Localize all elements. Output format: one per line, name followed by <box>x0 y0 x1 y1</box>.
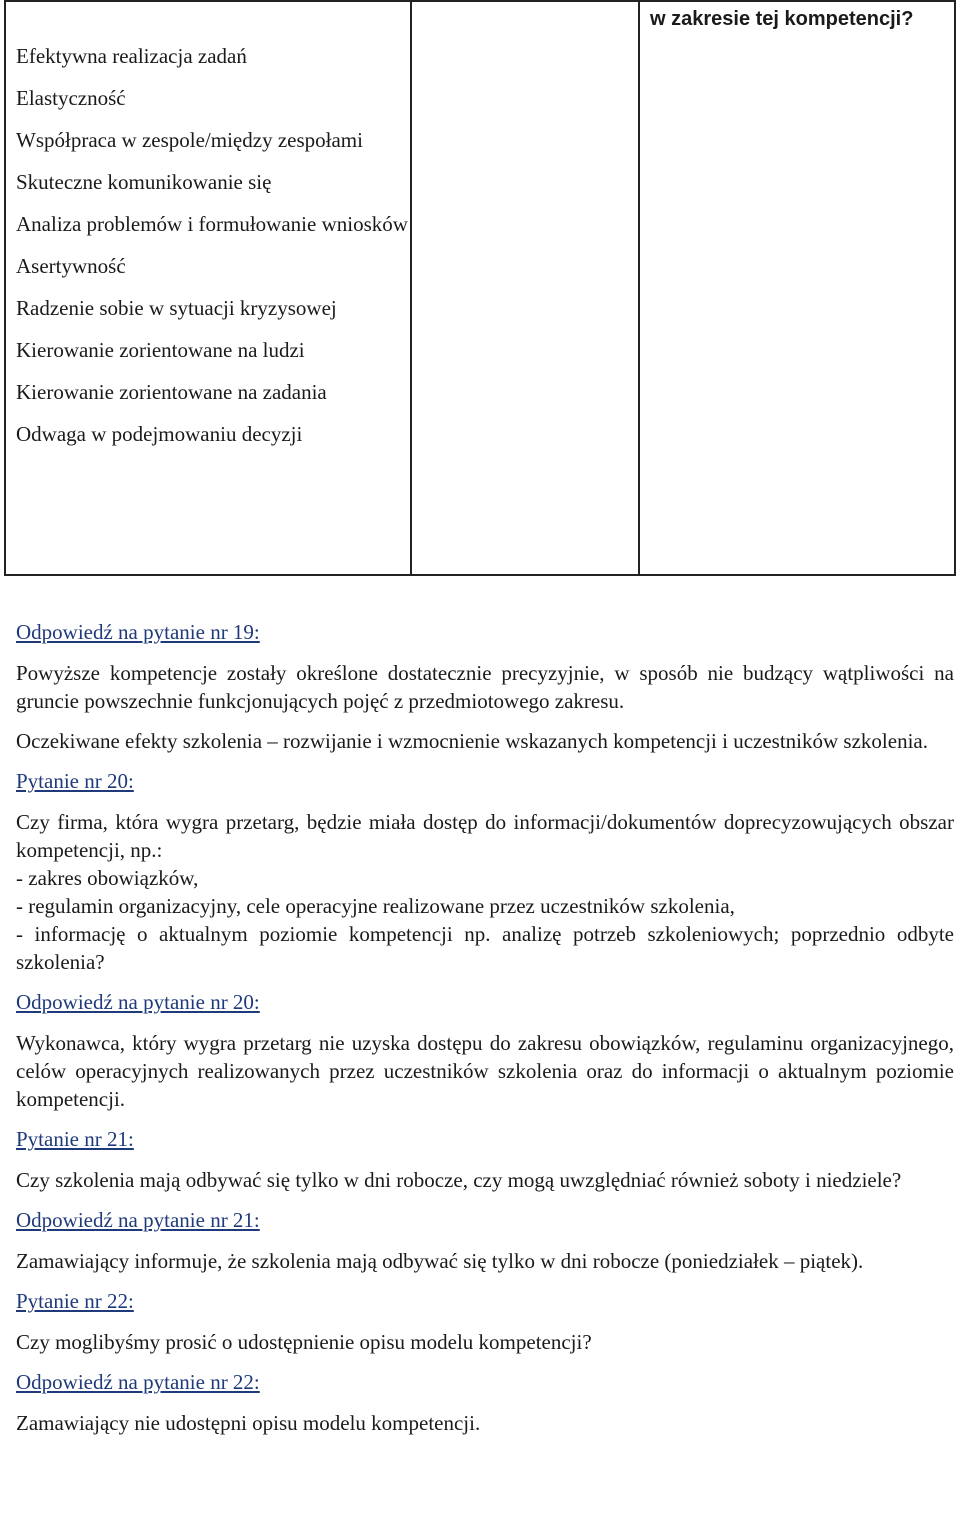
answer-19-text-2: Oczekiwane efekty szkolenia – rozwijanie i wzmocnienie wskazanych kompetencji i uczestników szkolenia. <box>16 729 928 753</box>
competency-item: Kierowanie zorientowane na ludzi <box>16 338 305 362</box>
competency-list <box>6 2 412 574</box>
competency-item: Analiza problemów i formułowanie wniosków <box>16 212 408 236</box>
competency-item: Odwaga w podejmowaniu decyzji <box>16 422 303 446</box>
question-20-item: - regulamin organizacyjny, cele operacyjne realizowane przez uczestników szkolenia, <box>16 894 735 918</box>
question-21-text: Czy szkolenia mają odbywać się tylko w dni robocze, czy mogą uwzględniać również soboty i niedziele? <box>16 1168 902 1192</box>
competency-item: Kierowanie zorientowane na zadania <box>16 380 327 404</box>
answer-19-heading: Odpowiedź na pytanie nr 19: <box>16 620 260 644</box>
answer-21-heading: Odpowiedź na pytanie nr 21: <box>16 1208 260 1232</box>
question-22-text: Czy moglibyśmy prosić o udostępnienie opisu modelu kompetencji? <box>16 1330 592 1354</box>
answer-22-heading: Odpowiedź na pytanie nr 22: <box>16 1370 260 1394</box>
competency-item: Elastyczność <box>16 86 126 110</box>
question-22-heading: Pytanie nr 22: <box>16 1289 134 1313</box>
qa-content <box>16 618 954 1449</box>
competency-item: Radzenie sobie w sytuacji kryzysowej <box>16 296 337 320</box>
answer-20-text: Wykonawca, który wygra przetarg nie uzyska dostępu do zakresu obowiązków, regulaminu organizacyjnego, celów operacyjnych realizowanych przez uczestników szkolenia oraz do informacji o aktualnym poziomie kompetencji. <box>16 1031 954 1111</box>
competency-item: Współpraca w zespole/między zespołami <box>16 128 363 152</box>
competency-item: Efektywna realizacja zadań <box>16 44 247 68</box>
assessment-header: w zakresie tej kompetencji? <box>650 8 914 30</box>
competency-item: Asertywność <box>16 254 126 278</box>
competency-table <box>4 0 956 576</box>
answer-21-text: Zamawiający informuje, że szkolenia mają odbywać się tylko w dni robocze (poniedziałek – piątek). <box>16 1249 864 1273</box>
question-20-text: Czy firma, która wygra przetarg, będzie miała dostęp do informacji/dokumentów doprecyzowujących obszar kompetencji, np.: <box>16 810 954 862</box>
assessment-column <box>640 2 954 574</box>
answer-19-text: Powyższe kompetencje zostały określone dostatecznie precyzyjnie, w sposób nie budzący wątpliwości na gruncie powszechnie funkcjonujących pojęć z przedmiotowego zakresu. <box>16 661 954 713</box>
question-20-item: - informację o aktualnym poziomie kompetencji np. analizę potrzeb szkoleniowych; poprzednio odbyte szkolenia? <box>16 922 954 974</box>
empty-column <box>412 2 640 574</box>
question-20-heading: Pytanie nr 20: <box>16 769 134 793</box>
answer-22-text: Zamawiający nie udostępni opisu modelu kompetencji. <box>16 1411 481 1435</box>
competency-item: Skuteczne komunikowanie się <box>16 170 272 194</box>
question-21-heading: Pytanie nr 21: <box>16 1127 134 1151</box>
question-20-item: - zakres obowiązków, <box>16 866 199 890</box>
answer-20-heading: Odpowiedź na pytanie nr 20: <box>16 990 260 1014</box>
